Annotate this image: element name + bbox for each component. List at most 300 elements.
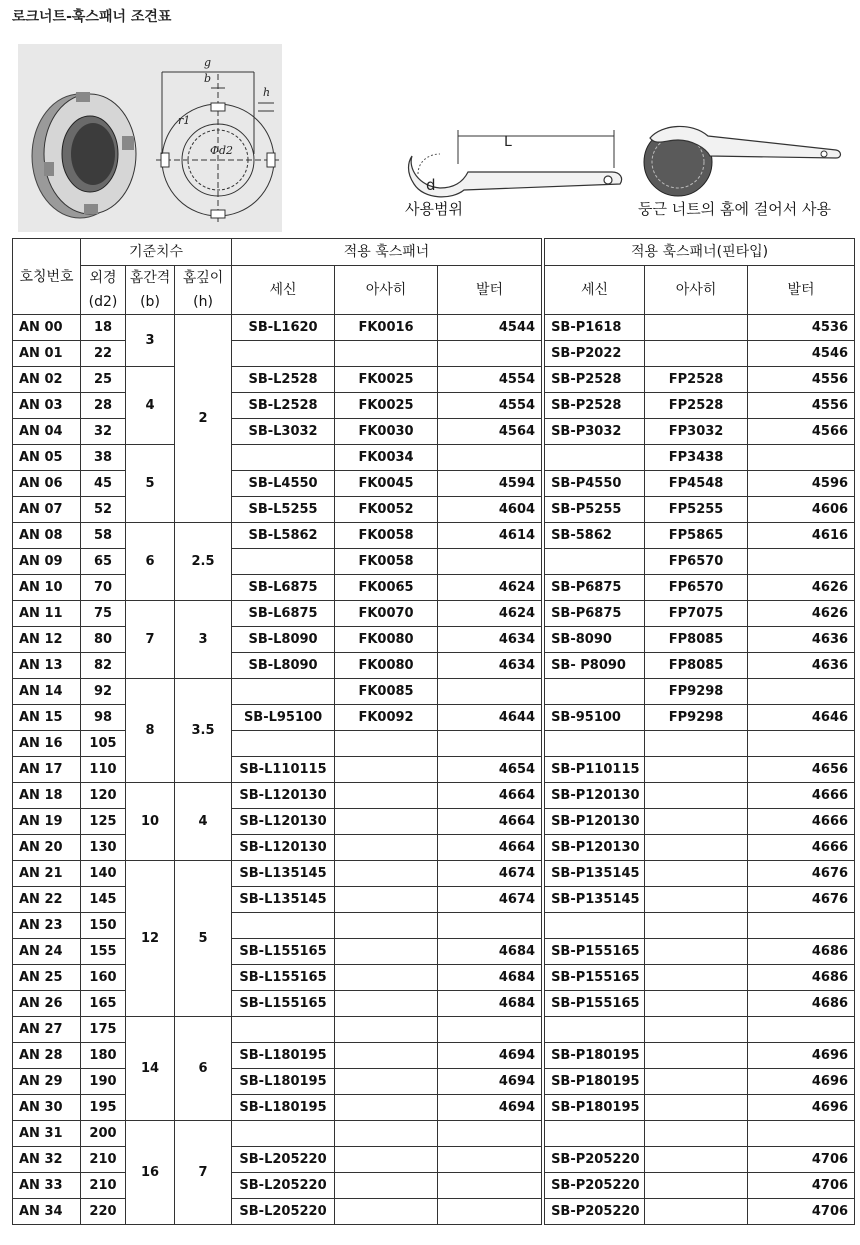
page-title: 로크너트-훅스패너 조견표 [12,9,172,25]
balter-cell [438,1173,542,1199]
pin-sesin-cell [545,1017,645,1043]
asahi-cell: FK0045 [335,471,438,497]
balter-cell: 4544 [438,315,542,341]
pin-asahi-cell: FP4548 [645,471,748,497]
designation-cell: AN 24 [13,939,81,965]
asahi-cell [335,1069,438,1095]
pin-asahi-cell [645,991,748,1017]
balter-cell: 4684 [438,965,542,991]
sesin-cell: SB-L95100 [232,705,335,731]
slot-width-cell: 4 [126,367,175,445]
balter-cell: 4654 [438,757,542,783]
sesin-cell: SB-L8090 [232,653,335,679]
balter-cell: 4684 [438,939,542,965]
pin-sesin-cell: SB-P120130 [545,809,645,835]
pin-balter-cell [748,549,855,575]
designation-cell: AN 18 [13,783,81,809]
asahi-cell [335,1095,438,1121]
pin-balter-cell: 4666 [748,783,855,809]
outer-dia-cell: 160 [81,965,126,991]
designation-cell: AN 28 [13,1043,81,1069]
pin-sesin-cell [545,549,645,575]
sesin-cell: SB-L135145 [232,887,335,913]
slot-depth-cell: 2 [175,315,232,523]
pin-balter-cell: 4606 [748,497,855,523]
slot-depth-cell: 7 [175,1121,232,1225]
pin-sesin-cell: SB-95100 [545,705,645,731]
pin-sesin-cell: SB-P155165 [545,991,645,1017]
asahi-cell [335,341,438,367]
sesin-cell: SB-L6875 [232,601,335,627]
slot-depth-cell: 3 [175,601,232,679]
balter-cell: 4554 [438,367,542,393]
outer-dia-cell: 75 [81,601,126,627]
sesin-cell: SB-L155165 [232,965,335,991]
asahi-cell [335,1017,438,1043]
outer-dia-cell: 210 [81,1173,126,1199]
pin-sesin-cell: SB-P155165 [545,965,645,991]
asahi-cell: FK0052 [335,497,438,523]
asahi-cell: FK0016 [335,315,438,341]
designation-cell: AN 30 [13,1095,81,1121]
pin-sesin-cell: SB- P8090 [545,653,645,679]
pin-asahi-cell [645,1173,748,1199]
balter-cell: 4594 [438,471,542,497]
sesin-cell: SB-L2528 [232,393,335,419]
balter-cell: 4624 [438,575,542,601]
pin-balter-cell: 4666 [748,835,855,861]
balter-cell: 4674 [438,887,542,913]
sesin-cell: SB-L5862 [232,523,335,549]
pin-balter-cell [748,445,855,471]
pin-balter-cell: 4696 [748,1095,855,1121]
asahi-cell [335,965,438,991]
h-dim-label: h [263,86,271,99]
outer-dia-cell: 145 [81,887,126,913]
asahi-cell [335,1147,438,1173]
pin-sesin-cell: SB-P2528 [545,393,645,419]
balter-cell: 4564 [438,419,542,445]
designation-cell: AN 29 [13,1069,81,1095]
pin-balter-cell: 4646 [748,705,855,731]
L-dim-label: L [504,134,512,150]
sesin-cell [232,679,335,705]
pin-sesin-cell: SB-P3032 [545,419,645,445]
pin-balter-cell: 4696 [748,1043,855,1069]
pin-asahi-cell: FP3032 [645,419,748,445]
sesin-cell: SB-L180195 [232,1095,335,1121]
d2-dim-label: Φd2 [210,144,234,157]
pin-sesin-cell: SB-P180195 [545,1069,645,1095]
outer-dia-cell: 98 [81,705,126,731]
hook-wrench-header: 적용 훅스패너 [232,239,542,266]
designation-cell: AN 23 [13,913,81,939]
sesin-cell: SB-L2528 [232,367,335,393]
designation-cell: AN 02 [13,367,81,393]
pin-balter-cell: 4706 [748,1199,855,1225]
pin-balter-cell: 4686 [748,939,855,965]
sesin-cell [232,341,335,367]
slot-width-cell: 16 [126,1121,175,1225]
outer-dia-cell: 25 [81,367,126,393]
pin-sesin-cell: SB-P120130 [545,835,645,861]
g-dim-label: g [204,56,212,69]
spec-table [12,238,855,1225]
outer-dia-cell: 70 [81,575,126,601]
sesin-cell: SB-L180195 [232,1069,335,1095]
outer-dia-cell: 200 [81,1121,126,1147]
pin-sesin-cell: SB-P110115 [545,757,645,783]
asahi-cell: FK0025 [335,367,438,393]
lock-nut-figure [18,44,282,232]
sesin-cell [232,913,335,939]
pin-balter-cell [748,913,855,939]
hook-wrench-pin-header: 적용 훅스패너(핀타입) [545,239,855,266]
outer-dia-cell: 82 [81,653,126,679]
balter-cell [438,445,542,471]
table-row [13,1017,855,1043]
balter-cell [438,913,542,939]
balter-cell: 4634 [438,653,542,679]
balter-cell: 4604 [438,497,542,523]
table-row [13,861,855,887]
slot-width-header: 홈간격 [126,266,175,291]
outer-dia-cell: 45 [81,471,126,497]
pin-balter-cell: 4706 [748,1147,855,1173]
table-row [13,783,855,809]
pin-sesin-cell: SB-P205220 [545,1199,645,1225]
pin-balter-cell: 4686 [748,991,855,1017]
pin-balter-cell: 4686 [748,965,855,991]
pin-asahi-cell [645,965,748,991]
outer-dia-header: 외경 [81,266,126,291]
pin-asahi-cell: FP2528 [645,367,748,393]
designation-cell: AN 00 [13,315,81,341]
slot-depth-sub: (h) [175,290,232,315]
pin-asahi-header: 아사히 [645,266,748,315]
pin-balter-cell: 4626 [748,601,855,627]
pin-balter-cell: 4556 [748,367,855,393]
asahi-cell [335,1173,438,1199]
pin-balter-cell: 4706 [748,1173,855,1199]
designation-cell: AN 08 [13,523,81,549]
asahi-cell [335,783,438,809]
pin-sesin-cell: SB-8090 [545,627,645,653]
pin-sesin-cell: SB-P1618 [545,315,645,341]
pin-asahi-cell [645,1121,748,1147]
designation-cell: AN 27 [13,1017,81,1043]
pin-asahi-cell [645,783,748,809]
table-row [13,679,855,705]
designation-cell: AN 17 [13,757,81,783]
pin-asahi-cell [645,809,748,835]
slot-depth-cell: 4 [175,783,232,861]
pin-asahi-cell [645,341,748,367]
slot-width-cell: 10 [126,783,175,861]
designation-cell: AN 06 [13,471,81,497]
balter-cell: 4554 [438,393,542,419]
asahi-cell [335,1043,438,1069]
pin-balter-cell: 4546 [748,341,855,367]
pin-balter-cell: 4696 [748,1069,855,1095]
d-dim-label: d [426,176,436,194]
pin-sesin-cell: SB-5862 [545,523,645,549]
asahi-cell: FK0025 [335,393,438,419]
pin-sesin-cell: SB-P155165 [545,939,645,965]
outer-dia-cell: 190 [81,1069,126,1095]
slot-depth-cell: 2.5 [175,523,232,601]
pin-asahi-cell: FP6570 [645,549,748,575]
sesin-cell: SB-L155165 [232,991,335,1017]
designation-cell: AN 22 [13,887,81,913]
designation-cell: AN 05 [13,445,81,471]
outer-dia-cell: 130 [81,835,126,861]
designation-header: 호칭번호 [13,239,81,315]
pin-asahi-cell [645,1199,748,1225]
sesin-cell: SB-L1620 [232,315,335,341]
outer-dia-cell: 28 [81,393,126,419]
pin-balter-cell [748,1121,855,1147]
pin-sesin-cell: SB-P205220 [545,1147,645,1173]
designation-cell: AN 15 [13,705,81,731]
basic-dimension-header: 기준치수 [81,239,232,266]
pin-balter-cell: 4556 [748,393,855,419]
table-row [13,601,855,627]
slot-depth-cell: 6 [175,1017,232,1121]
asahi-cell [335,757,438,783]
balter-cell: 4624 [438,601,542,627]
asahi-cell: FK0058 [335,523,438,549]
pin-sesin-cell: SB-P135145 [545,887,645,913]
pin-asahi-cell: FP9298 [645,705,748,731]
sesin-cell: SB-L120130 [232,809,335,835]
designation-cell: AN 04 [13,419,81,445]
balter-cell: 4674 [438,861,542,887]
sesin-cell: SB-L4550 [232,471,335,497]
pin-asahi-cell [645,1069,748,1095]
asahi-cell: FK0065 [335,575,438,601]
table-row [13,315,855,341]
balter-cell: 4664 [438,783,542,809]
asahi-cell [335,809,438,835]
outer-dia-cell: 180 [81,1043,126,1069]
designation-cell: AN 33 [13,1173,81,1199]
pin-asahi-cell: FP8085 [645,653,748,679]
pin-balter-header: 발터 [748,266,855,315]
outer-dia-cell: 125 [81,809,126,835]
pin-asahi-cell [645,887,748,913]
pin-sesin-cell: SB-P6875 [545,575,645,601]
asahi-cell: FK0080 [335,653,438,679]
designation-cell: AN 19 [13,809,81,835]
pin-asahi-cell: FP5255 [645,497,748,523]
designation-cell: AN 31 [13,1121,81,1147]
pin-balter-cell: 4626 [748,575,855,601]
pin-sesin-header: 세신 [545,266,645,315]
spec-table-body [13,315,855,1225]
outer-dia-cell: 175 [81,1017,126,1043]
sesin-cell: SB-L8090 [232,627,335,653]
sesin-cell: SB-L6875 [232,575,335,601]
balter-cell [438,549,542,575]
outer-dia-cell: 195 [81,1095,126,1121]
pin-sesin-cell: SB-P2528 [545,367,645,393]
sesin-cell: SB-L110115 [232,757,335,783]
pin-sesin-cell: SB-P205220 [545,1173,645,1199]
pin-balter-cell [748,1017,855,1043]
pin-asahi-cell [645,835,748,861]
asahi-cell: FK0085 [335,679,438,705]
asahi-cell [335,731,438,757]
designation-cell: AN 25 [13,965,81,991]
table-row [13,445,855,471]
balter-cell [438,341,542,367]
pin-asahi-cell: FP5865 [645,523,748,549]
range-caption: 사용범위 [405,200,463,218]
pin-asahi-cell: FP6570 [645,575,748,601]
pin-asahi-cell [645,913,748,939]
table-row [13,367,855,393]
outer-dia-cell: 210 [81,1147,126,1173]
pin-sesin-cell: SB-P2022 [545,341,645,367]
outer-dia-sub: (d2) [81,290,126,315]
table-row [13,523,855,549]
sesin-cell [232,1121,335,1147]
asahi-cell [335,835,438,861]
pin-asahi-cell [645,861,748,887]
pin-asahi-cell: FP8085 [645,627,748,653]
outer-dia-cell: 110 [81,757,126,783]
designation-cell: AN 13 [13,653,81,679]
sesin-header: 세신 [232,266,335,315]
pin-balter-cell: 4616 [748,523,855,549]
pin-asahi-cell: FP9298 [645,679,748,705]
b-dim-label: b [204,72,212,85]
balter-cell: 4664 [438,809,542,835]
balter-cell [438,679,542,705]
lock-nut-3d-drawing [32,92,136,218]
pin-balter-cell: 4536 [748,315,855,341]
designation-cell: AN 26 [13,991,81,1017]
designation-cell: AN 32 [13,1147,81,1173]
asahi-cell: FK0070 [335,601,438,627]
sesin-cell [232,445,335,471]
designation-cell: AN 14 [13,679,81,705]
designation-cell: AN 07 [13,497,81,523]
r1-dim-label: r1 [178,114,191,127]
slot-depth-cell: 5 [175,861,232,1017]
pin-asahi-cell [645,315,748,341]
sesin-cell: SB-L205220 [232,1199,335,1225]
outer-dia-cell: 52 [81,497,126,523]
pin-sesin-cell [545,445,645,471]
pin-balter-cell [748,731,855,757]
outer-dia-cell: 120 [81,783,126,809]
pin-asahi-cell [645,939,748,965]
balter-cell [438,1147,542,1173]
outer-dia-cell: 38 [81,445,126,471]
asahi-cell [335,1199,438,1225]
asahi-cell [335,861,438,887]
slot-width-cell: 6 [126,523,175,601]
pin-balter-cell: 4636 [748,653,855,679]
sesin-cell: SB-L135145 [232,861,335,887]
usage-caption: 둥근 너트의 홈에 걸어서 사용 [638,200,831,218]
outer-dia-cell: 140 [81,861,126,887]
sesin-cell: SB-L5255 [232,497,335,523]
balter-cell: 4694 [438,1095,542,1121]
pin-asahi-cell: FP7075 [645,601,748,627]
sesin-cell [232,549,335,575]
designation-cell: AN 03 [13,393,81,419]
asahi-cell: FK0030 [335,419,438,445]
outer-dia-cell: 58 [81,523,126,549]
asahi-cell: FK0058 [335,549,438,575]
pin-sesin-cell: SB-P6875 [545,601,645,627]
designation-cell: AN 11 [13,601,81,627]
pin-sesin-cell: SB-P180195 [545,1043,645,1069]
sesin-cell: SB-L205220 [232,1173,335,1199]
sesin-cell: SB-L180195 [232,1043,335,1069]
pin-asahi-cell [645,1147,748,1173]
pin-sesin-cell: SB-P4550 [545,471,645,497]
table-row [13,1121,855,1147]
pin-balter-cell [748,679,855,705]
designation-cell: AN 34 [13,1199,81,1225]
slot-width-cell: 7 [126,601,175,679]
outer-dia-cell: 18 [81,315,126,341]
pin-sesin-cell: SB-P180195 [545,1095,645,1121]
outer-dia-cell: 150 [81,913,126,939]
pin-asahi-cell [645,1017,748,1043]
slot-width-cell: 14 [126,1017,175,1121]
asahi-cell [335,991,438,1017]
balter-cell: 4614 [438,523,542,549]
designation-cell: AN 10 [13,575,81,601]
pin-sesin-cell: SB-P135145 [545,861,645,887]
pin-balter-cell: 4676 [748,887,855,913]
asahi-cell [335,939,438,965]
slot-width-sub: (b) [126,290,175,315]
pin-asahi-cell [645,757,748,783]
asahi-cell [335,913,438,939]
slot-width-cell: 12 [126,861,175,1017]
designation-cell: AN 16 [13,731,81,757]
designation-cell: AN 09 [13,549,81,575]
balter-header: 발터 [438,266,542,315]
sesin-cell: SB-L205220 [232,1147,335,1173]
asahi-cell: FK0034 [335,445,438,471]
balter-cell: 4694 [438,1069,542,1095]
outer-dia-cell: 80 [81,627,126,653]
outer-dia-cell: 105 [81,731,126,757]
slot-depth-header: 홈깊이 [175,266,232,291]
sesin-cell: SB-L155165 [232,939,335,965]
pin-balter-cell: 4566 [748,419,855,445]
pin-asahi-cell: FP2528 [645,393,748,419]
slot-width-cell: 8 [126,679,175,783]
slot-depth-cell: 3.5 [175,679,232,783]
pin-asahi-cell [645,1095,748,1121]
balter-cell [438,731,542,757]
sesin-cell [232,731,335,757]
balter-cell: 4644 [438,705,542,731]
outer-dia-cell: 155 [81,939,126,965]
pin-asahi-cell [645,1043,748,1069]
pin-sesin-cell [545,913,645,939]
pin-balter-cell: 4596 [748,471,855,497]
balter-cell: 4684 [438,991,542,1017]
